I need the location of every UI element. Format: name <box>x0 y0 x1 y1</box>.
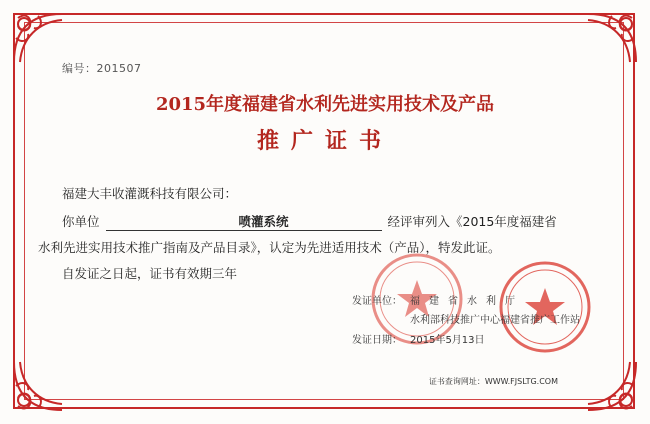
corner-ornament-icon <box>10 358 66 414</box>
query-url: 证书查询网址：WWW.FJSLTG.COM <box>428 377 558 386</box>
product-name-field <box>106 212 382 231</box>
product-name: 喷灌系统 <box>238 214 289 229</box>
body-line-3: 水利先进实用技术推广指南及产品目录》，认定为先进适用技术（产品），特发此证。 <box>38 240 501 255</box>
certificate-title: 2015年度福建省水利先进实用技术及产品 <box>155 94 495 115</box>
corner-ornament-icon <box>584 10 640 66</box>
serial-number: 编号：201507 <box>62 62 142 75</box>
certificate-subtitle: 推广证书 <box>256 128 393 154</box>
issue-date-label: 发证日期： <box>352 335 402 346</box>
corner-ornament-icon <box>10 10 66 66</box>
unit-prefix: 你单位 <box>62 214 100 229</box>
station-seal-icon <box>496 258 594 356</box>
validity-text: 自发证之日起，证书有效期三年 <box>62 266 238 281</box>
issuer-label: 发证单位： <box>352 296 402 307</box>
issuer-name-2: 水利部科技推广中心福建省推广工作站 <box>410 315 580 326</box>
issue-date: 2015年5月13日 <box>410 335 485 346</box>
line2-suffix: 经评审列入《2015年度福建省 <box>387 214 557 229</box>
body-line-2 <box>62 212 557 231</box>
issuer-name-1: 福建省水利厅 <box>410 296 524 307</box>
corner-ornament-icon <box>584 358 640 414</box>
recipient-name: 福建大丰收灌溉科技有限公司： <box>62 186 238 201</box>
